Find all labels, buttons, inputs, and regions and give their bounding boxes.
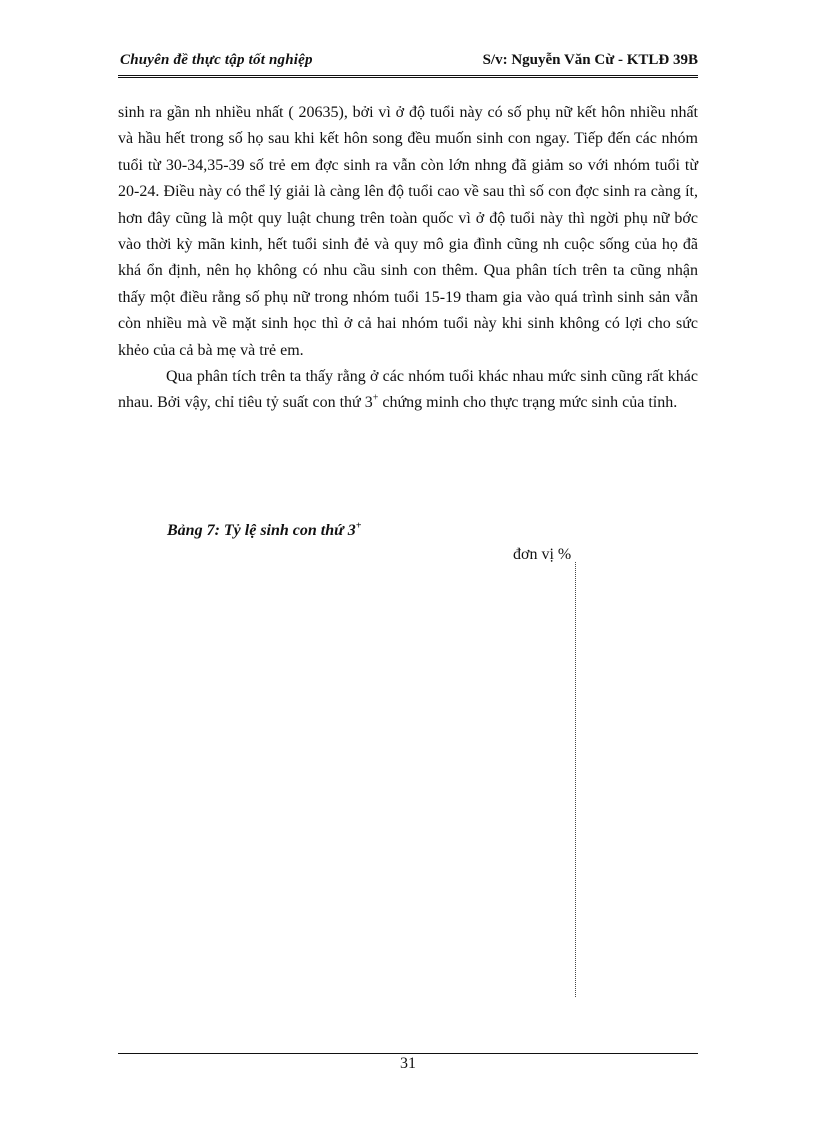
header-student-info: S/v: Nguyễn Văn Cừ - KTLĐ 39B (482, 52, 698, 68)
footer-divider (118, 1053, 698, 1054)
table-title (167, 522, 361, 540)
paragraph-2-superscript: + (372, 393, 379, 405)
header-report-title: Chuyên đề thực tập tốt nghiệp (120, 52, 313, 68)
table-title-superscript: + (355, 520, 362, 532)
page-number: 31 (400, 1055, 416, 1072)
paragraph-2 (118, 364, 698, 417)
table-border-line (575, 562, 577, 997)
header-divider (118, 75, 698, 78)
paragraph-2-text-start: Qua phân tích trên ta thấy rằng ở các nhóm tuổi khác nhau mức sinh cũng rất khác nhau. Bởi vậy, chỉ tiêu tỷ suất con thứ 3 (118, 368, 698, 412)
table-title-text: Bảng 7: Tỷ lệ sinh con thứ 3 (167, 522, 356, 539)
document-body (118, 100, 698, 417)
paragraph-1: sinh ra gần nh nhiều nhất ( 20635), bởi vì ở độ tuổi này có số phụ nữ kết hôn nhiều nhất và hầu hết trong số họ sau khi kết hôn song đều muốn sinh con ngay. Tiếp đến các nhóm tuổi từ 30-34,35-39 số trẻ em đợc sinh ra vẫn còn lớn nhng đã giảm so với nhóm tuổi từ 20-24. Điều này có thể lý giải là càng lên độ tuổi cao về sau thì số con đợc sinh ra càng ít, hơn đây cũng là một quy luật chung trên toàn quốc vì ở độ tuổi này thì ngời phụ nữ bớc vào thời kỳ mãn kinh, hết tuổi sinh đẻ và quy mô gia đình cũng nh cuộc sống của họ đã khá ổn định, nên họ không có nhu cầu sinh con thêm. Qua phân tích trên ta cũng nhận thấy một điều rằng số phụ nữ trong nhóm tuổi 15-19 tham gia vào quá trình sinh sản vẫn còn nhiều mà về mặt sinh học thì ở cả hai nhóm tuổi này khi sinh không có lợi cho sức khẻo của cả bà mẹ và trẻ em. (118, 104, 698, 359)
page-header (118, 50, 698, 74)
paragraph-2-text-end: chứng minh cho thực trạng mức sinh của tỉnh. (378, 394, 678, 412)
table-unit-label: đơn vị % (513, 546, 572, 563)
